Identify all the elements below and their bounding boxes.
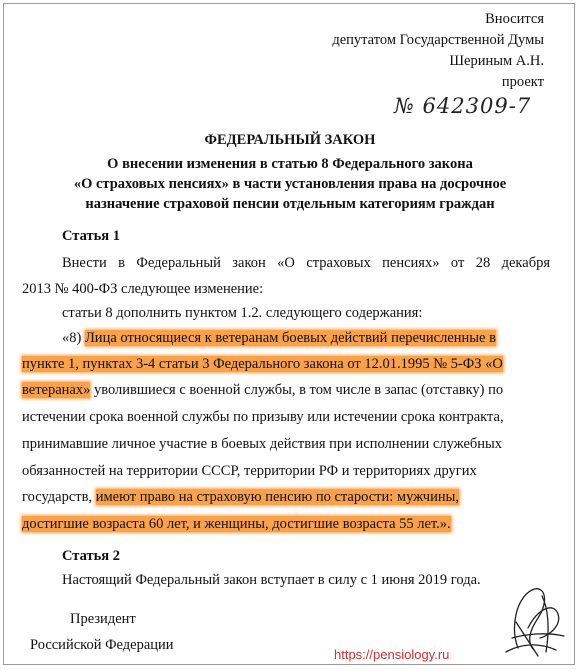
- amendment-highlight-1: Лица относящиеся к ветеранам боевых действий перечисленные в: [84, 330, 496, 346]
- signature-title-line-1: Президент: [70, 611, 136, 627]
- amendment-line-2: [22, 357, 503, 372]
- article-1-heading: Статья 1: [62, 228, 120, 244]
- signature-title-line-2: Российской Федерации: [30, 637, 174, 653]
- amendment-highlight-3: ветеранах»: [22, 382, 91, 398]
- article-2-text: Настоящий Федеральный закон вступает в силу с 1 июня 2019 года.: [62, 572, 481, 588]
- header-line-1: Вносится: [485, 11, 544, 27]
- watermark-url: https://pensiology.ru: [334, 647, 450, 662]
- amendment-highlight-7: имеют право на страховую пенсию по старости: мужчины,: [95, 489, 459, 505]
- amendment-line-6: обязанностей на территории СССР, территории РФ и территориях других: [22, 463, 477, 479]
- amendment-line-3-rest: уволившиеся с военной службы, в том числе в запас (отставку) по: [90, 382, 504, 398]
- header-line-3: Шериным А.Н.: [449, 53, 544, 69]
- law-subtitle-line-3: назначение страховой пенсии отдельным категориям граждан: [85, 196, 495, 212]
- amendment-line-8: [22, 517, 451, 532]
- amendment-line-7-start: государств,: [22, 489, 96, 505]
- handwritten-registration-number: № 642309-7: [394, 94, 532, 118]
- law-subtitle-line-2: «О страховых пенсиях» в части установления права на досрочное: [73, 176, 507, 192]
- amendment-highlight-2: пункте 1, пунктах 3-4 статьи 3 Федерального закона от 12.01.1995 № 5-ФЗ «О: [22, 356, 503, 372]
- article-1-text-line-2: 2013 № 400-ФЗ следующее изменение:: [22, 281, 264, 297]
- amendment-line-4: истечении срока военной службы по призыву или истечении срока контракта,: [22, 409, 504, 425]
- amendment-quote-open: «8): [62, 330, 85, 346]
- amendment-highlight-8: достигшие возраста 60 лет, и женщины, достигшие возраста 55 лет.».: [22, 516, 451, 532]
- amendment-line-5: принимавшие личное участие в боевых действия при исполнении служебных: [22, 436, 503, 452]
- amendment-line-1: [62, 331, 496, 346]
- header-line-2: депутатом Государственной Думы: [332, 32, 544, 48]
- law-subtitle-line-1: О внесении изменения в статью 8 Федерального закона: [107, 156, 473, 172]
- amendment-line-7: [22, 490, 459, 505]
- article-1-text-line-3: статьи 8 дополнить пунктом 1.2. следующего содержания:: [62, 305, 423, 321]
- header-line-4: проект: [501, 74, 544, 90]
- article-1-text-line-1: Внести в Федеральный закон «О страховых пенсиях» от 28 декабря: [62, 255, 550, 271]
- handwritten-signature-icon: [498, 578, 570, 664]
- law-title: ФЕДЕРАЛЬНЫЙ ЗАКОН: [204, 132, 376, 148]
- article-2-heading: Статья 2: [62, 548, 120, 564]
- amendment-line-3: [22, 383, 503, 398]
